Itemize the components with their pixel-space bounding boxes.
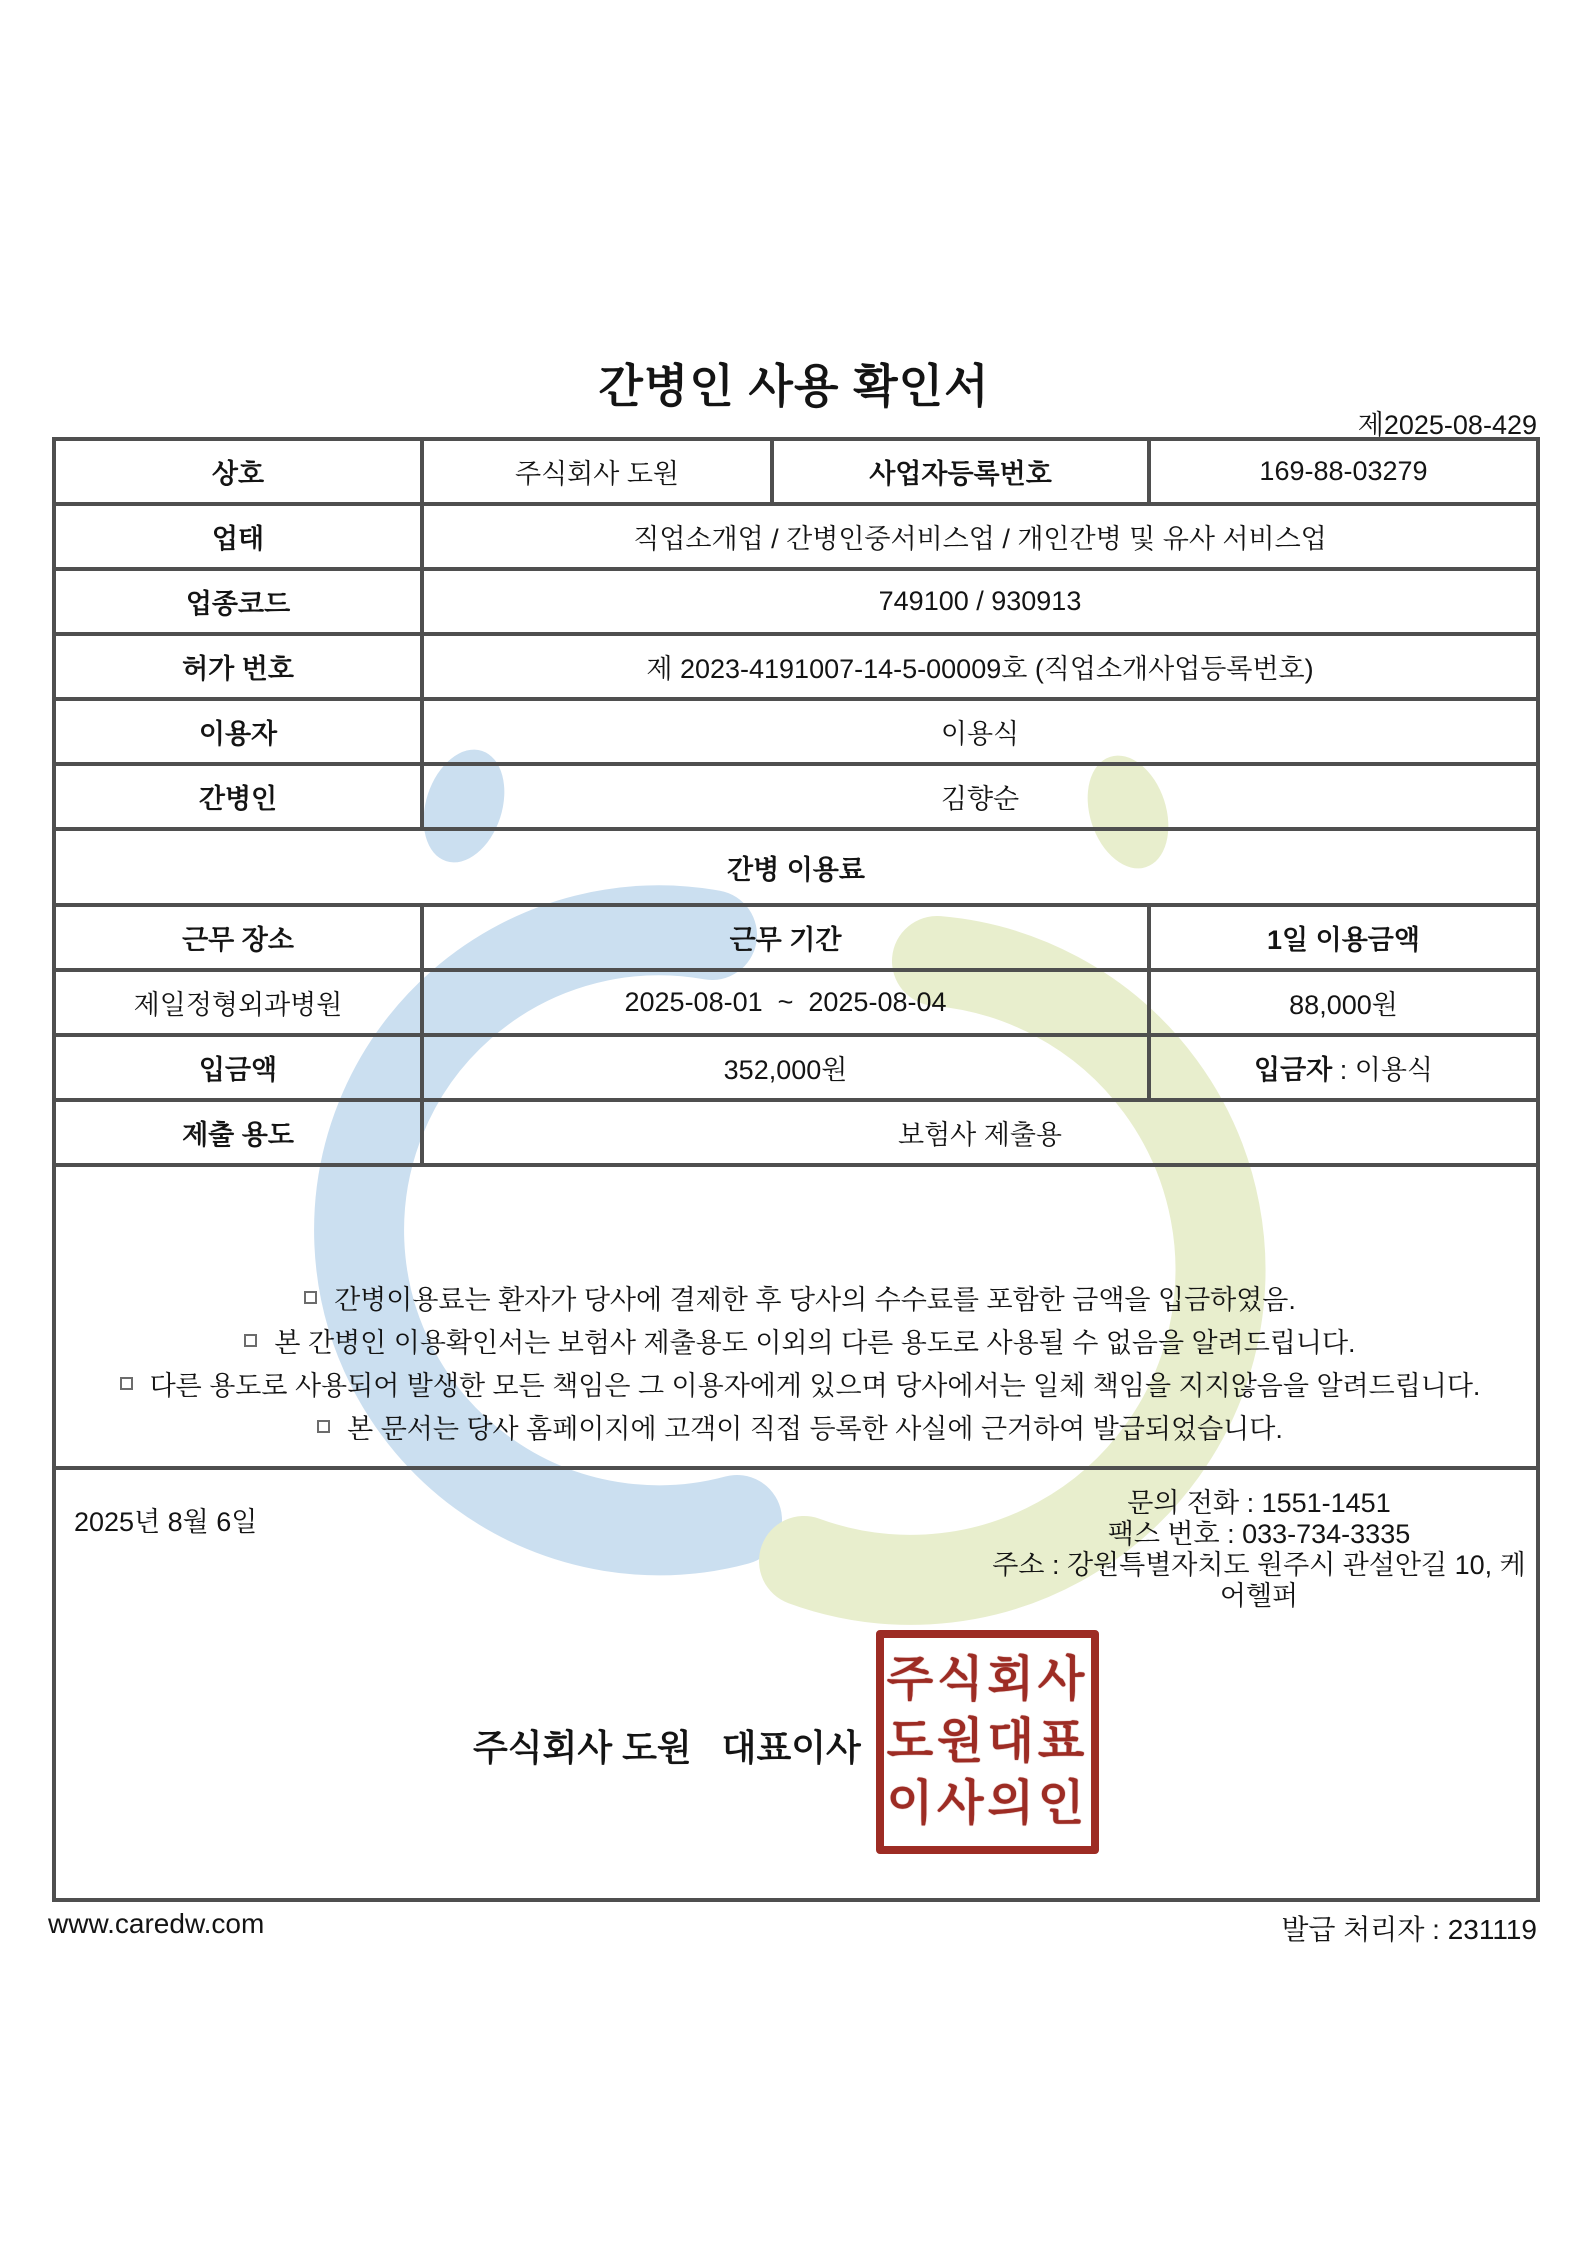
depositor-label: 입금자 <box>1253 1055 1333 1085</box>
work-period-label: 근무 기간 <box>422 905 1149 970</box>
notes-list <box>56 1183 1536 1451</box>
footer-section <box>54 1468 1538 1900</box>
table-row <box>54 905 1538 970</box>
table-row <box>54 1468 1538 1900</box>
note-item <box>84 1322 1516 1365</box>
square-bullet-icon <box>317 1420 330 1433</box>
company-name-value: 주식회사 도원 <box>422 439 772 504</box>
table-row <box>54 699 1538 764</box>
square-bullet-icon <box>120 1377 133 1390</box>
user-value: 이용식 <box>422 699 1538 764</box>
permit-number-value: 제 2023-4191007-14-5-00009호 (직업소개사업등록번호) <box>422 634 1538 699</box>
corporate-seal-stamp <box>876 1630 1099 1854</box>
page-title: 간병인 사용 확인서 <box>598 360 990 412</box>
industry-code-label: 업종코드 <box>54 569 422 634</box>
certificate-table <box>52 437 1540 1902</box>
table-row <box>54 504 1538 569</box>
permit-number-label: 허가 번호 <box>54 634 422 699</box>
note-item <box>84 1279 1516 1322</box>
purpose-value: 보험사 제출용 <box>422 1100 1538 1165</box>
work-period-value: 2025-08-01 ~ 2025-08-04 <box>422 970 1149 1035</box>
work-place-label: 근무 장소 <box>54 905 422 970</box>
company-signature-line: 주식회사 도원 대표이사 <box>473 1727 861 1768</box>
document-number: 제2025-08-429 <box>1357 410 1537 440</box>
table-row <box>54 829 1538 905</box>
table-row <box>54 569 1538 634</box>
table-row <box>54 634 1538 699</box>
caregiver-value: 김향순 <box>422 764 1538 829</box>
stamp-text-line: 이사의인 <box>886 1777 1089 1830</box>
business-number-value: 169-88-03279 <box>1149 439 1538 504</box>
stamp-text-line: 도원대표 <box>886 1715 1089 1768</box>
note-item <box>84 1365 1516 1408</box>
issue-date: 2025년 8월 6일 <box>74 1507 258 1537</box>
daily-fee-value: 88,000원 <box>1149 970 1538 1035</box>
note-text: 본 간병인 이용확인서는 보험사 제출용도 이외의 다른 용도로 사용될 수 없음을 알려드립니다. <box>274 1327 1356 1358</box>
note-text: 다른 용도로 사용되어 발생한 모든 책임은 그 이용자에게 있으며 당사에서는 일체 책임을 지지않음을 알려드립니다. <box>149 1370 1481 1401</box>
notes-section <box>54 1165 1538 1468</box>
deposit-amount-label: 입금액 <box>54 1035 422 1100</box>
note-item <box>84 1408 1516 1451</box>
note-text: 본 문서는 당사 홈페이지에 고객이 직접 등록한 사실에 근거하여 발급되었습니다. <box>347 1413 1283 1444</box>
work-place-value: 제일정형외과병원 <box>54 970 422 1035</box>
square-bullet-icon <box>304 1291 317 1304</box>
depositor-cell <box>1149 1035 1538 1100</box>
deposit-amount-value: 352,000원 <box>422 1035 1149 1100</box>
industry-value: 직업소개업 / 간병인중서비스업 / 개인간병 및 유사 서비스업 <box>422 504 1538 569</box>
issuer-id: 발급 처리자 : 231119 <box>1281 1914 1537 1945</box>
table-row <box>54 439 1538 504</box>
note-text: 간병이용료는 환자가 당사에 결제한 후 당사의 수수료를 포함한 금액을 입금하였음. <box>334 1284 1296 1315</box>
stamp-text-line: 주식회사 <box>886 1653 1089 1706</box>
purpose-label: 제출 용도 <box>54 1100 422 1165</box>
table-row <box>54 1165 1538 1468</box>
website-url: www.caredw.com <box>48 1908 265 1939</box>
table-row <box>54 1035 1538 1100</box>
depositor-value: : 이용식 <box>1332 1055 1433 1085</box>
caregiver-label: 간병인 <box>54 764 422 829</box>
table-row <box>54 764 1538 829</box>
address-line: 주소 : 강원특별자치도 원주시 관설안길 10, 케어헬퍼 <box>992 1550 1526 1611</box>
square-bullet-icon <box>244 1334 257 1347</box>
industry-label: 업태 <box>54 504 422 569</box>
fax-line: 팩스 번호 : 033-734-3335 <box>1107 1519 1411 1549</box>
company-name-label: 상호 <box>54 439 422 504</box>
daily-fee-label: 1일 이용금액 <box>1149 905 1538 970</box>
user-label: 이용자 <box>54 699 422 764</box>
contact-info <box>982 1488 1536 1612</box>
fee-section-title: 간병 이용료 <box>54 829 1538 905</box>
table-row <box>54 970 1538 1035</box>
table-row <box>54 1100 1538 1165</box>
industry-code-value: 749100 / 930913 <box>422 569 1538 634</box>
business-number-label: 사업자등록번호 <box>772 439 1149 504</box>
phone-line: 문의 전화 : 1551-1451 <box>1127 1488 1391 1518</box>
